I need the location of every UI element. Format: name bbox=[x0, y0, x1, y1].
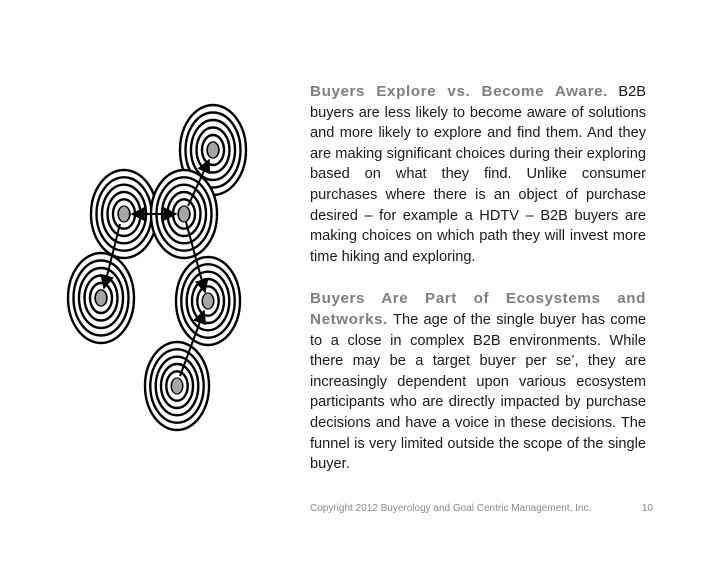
target-right-low bbox=[176, 257, 240, 345]
target-bottom bbox=[145, 342, 209, 430]
target-network-diagram bbox=[0, 0, 300, 563]
text-column bbox=[310, 82, 646, 497]
copyright-text: Copyright 2012 Buyerology and Goal Centric Management, Inc. bbox=[310, 503, 592, 514]
target-center bbox=[172, 378, 183, 394]
body-ecosystems: The age of the single buyer has come to a close in complex B2B environments. While there may be a target buyer per se’, they are increasingly dependent upon various ecosystem participants who are directly impacted by purchase decisions and have a voice in these decisions. The funnel is very limited outside the scope of the single buyer. bbox=[310, 311, 646, 473]
body-explore: B2B buyers are less likely to become aware of solutions and more likely to explore and find them. And they are making significant choices during their exploring based on what they find. Unlike consumer purchases where there is an object of purchase desired – for example a HDTV – B2B buyers are making choices on which path they will invest more time hiking and exploring. bbox=[310, 84, 646, 265]
target-center bbox=[208, 142, 219, 158]
paragraph-explore bbox=[310, 82, 646, 267]
heading-explore: Buyers Explore vs. Become Aware. bbox=[310, 83, 608, 100]
slide-footer bbox=[310, 503, 653, 514]
page-number: 10 bbox=[641, 503, 653, 514]
target-far-left bbox=[68, 253, 134, 343]
target-center bbox=[179, 206, 190, 222]
heading-ecosystems: Buyers Are Part of Ecosystems and Networks. bbox=[310, 290, 646, 328]
paragraph-ecosystems bbox=[310, 289, 646, 474]
target-center bbox=[203, 293, 214, 309]
target-center bbox=[119, 206, 130, 222]
target-center bbox=[96, 290, 107, 306]
